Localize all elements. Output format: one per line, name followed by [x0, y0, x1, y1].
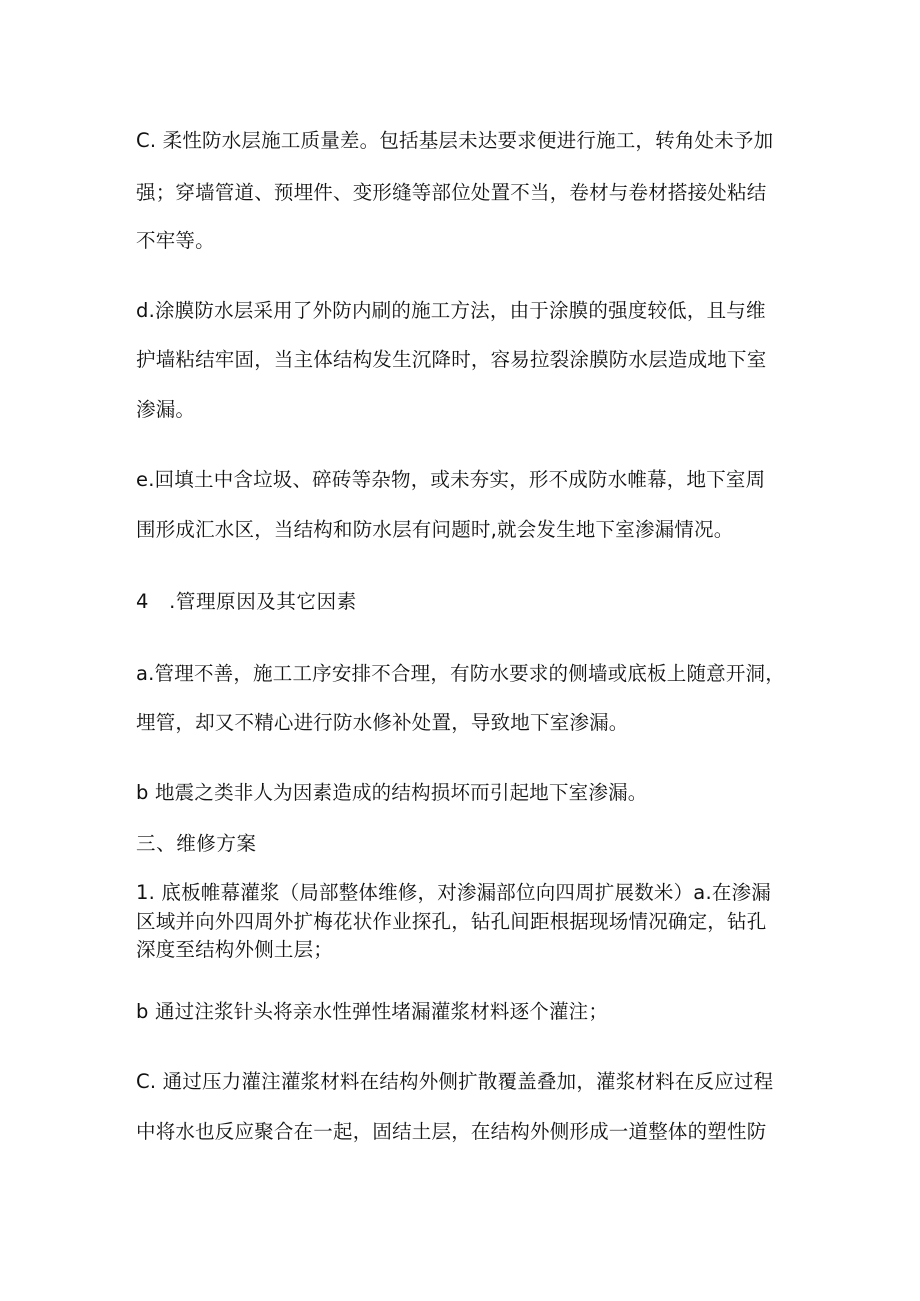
text-line: b 通过注浆针头将亲水性弹性堵漏灌浆材料逐个灌注； — [136, 1000, 609, 1023]
text-line: C. 通过压力灌注灌浆材料在结构外侧扩散覆盖叠加，灌浆材料在反应过程 — [136, 1070, 774, 1093]
text-line: 护墙粘结牢固，当主体结构发生沉降时，容易拉裂涂膜防水层造成地下室 — [136, 348, 767, 371]
text-line: a.管理不善，施工工序安排不合理，有防水要求的侧墙或底板上随意开洞， — [136, 662, 785, 685]
text-line: 1. 底板帷幕灌浆（局部整体维修，对渗漏部位向四周扩展数米）a.在渗漏 — [136, 881, 771, 904]
text-line: d.涂膜防水层采用了外防内刷的施工方法，由于涂膜的强度较低，且与维 — [136, 299, 766, 322]
text-line: 不牢等。 — [136, 229, 215, 252]
text-line: 强；穿墙管道、预埋件、变形缝等部位处置不当，卷材与卷材搭接处粘结 — [136, 181, 767, 204]
text-line: 渗漏。 — [136, 398, 196, 421]
section-heading: 4 .管理原因及其它因素 — [136, 590, 357, 613]
section-heading: 三、维修方案 — [136, 832, 257, 855]
text-line: b 地震之类非人为因素造成的结构损坏而引起地下室渗漏。 — [136, 781, 648, 804]
text-line: 围形成汇水区，当结构和防水层有问题时,就会发生地下室渗漏情况。 — [136, 518, 734, 541]
text-line: C. 柔性防水层施工质量差。包括基层未达要求便进行施工，转角处未予加 — [136, 129, 774, 152]
text-line: e.回填土中含垃圾、碎砖等杂物，或未夯实，形不成防水帷幕，地下室周 — [136, 468, 766, 491]
text-line: 区域并向外四周外扩梅花状作业探孔，钻孔间距根据现场情况确定，钻孔 — [136, 910, 767, 933]
text-line: 埋管，却又不精心进行防水修补处置，导致地下室渗漏。 — [136, 711, 629, 734]
text-line: 深度至结构外侧土层； — [136, 938, 334, 961]
text-line: 中将水也反应聚合在一起，固结土层，在结构外侧形成一道整体的塑性防 — [136, 1120, 767, 1143]
